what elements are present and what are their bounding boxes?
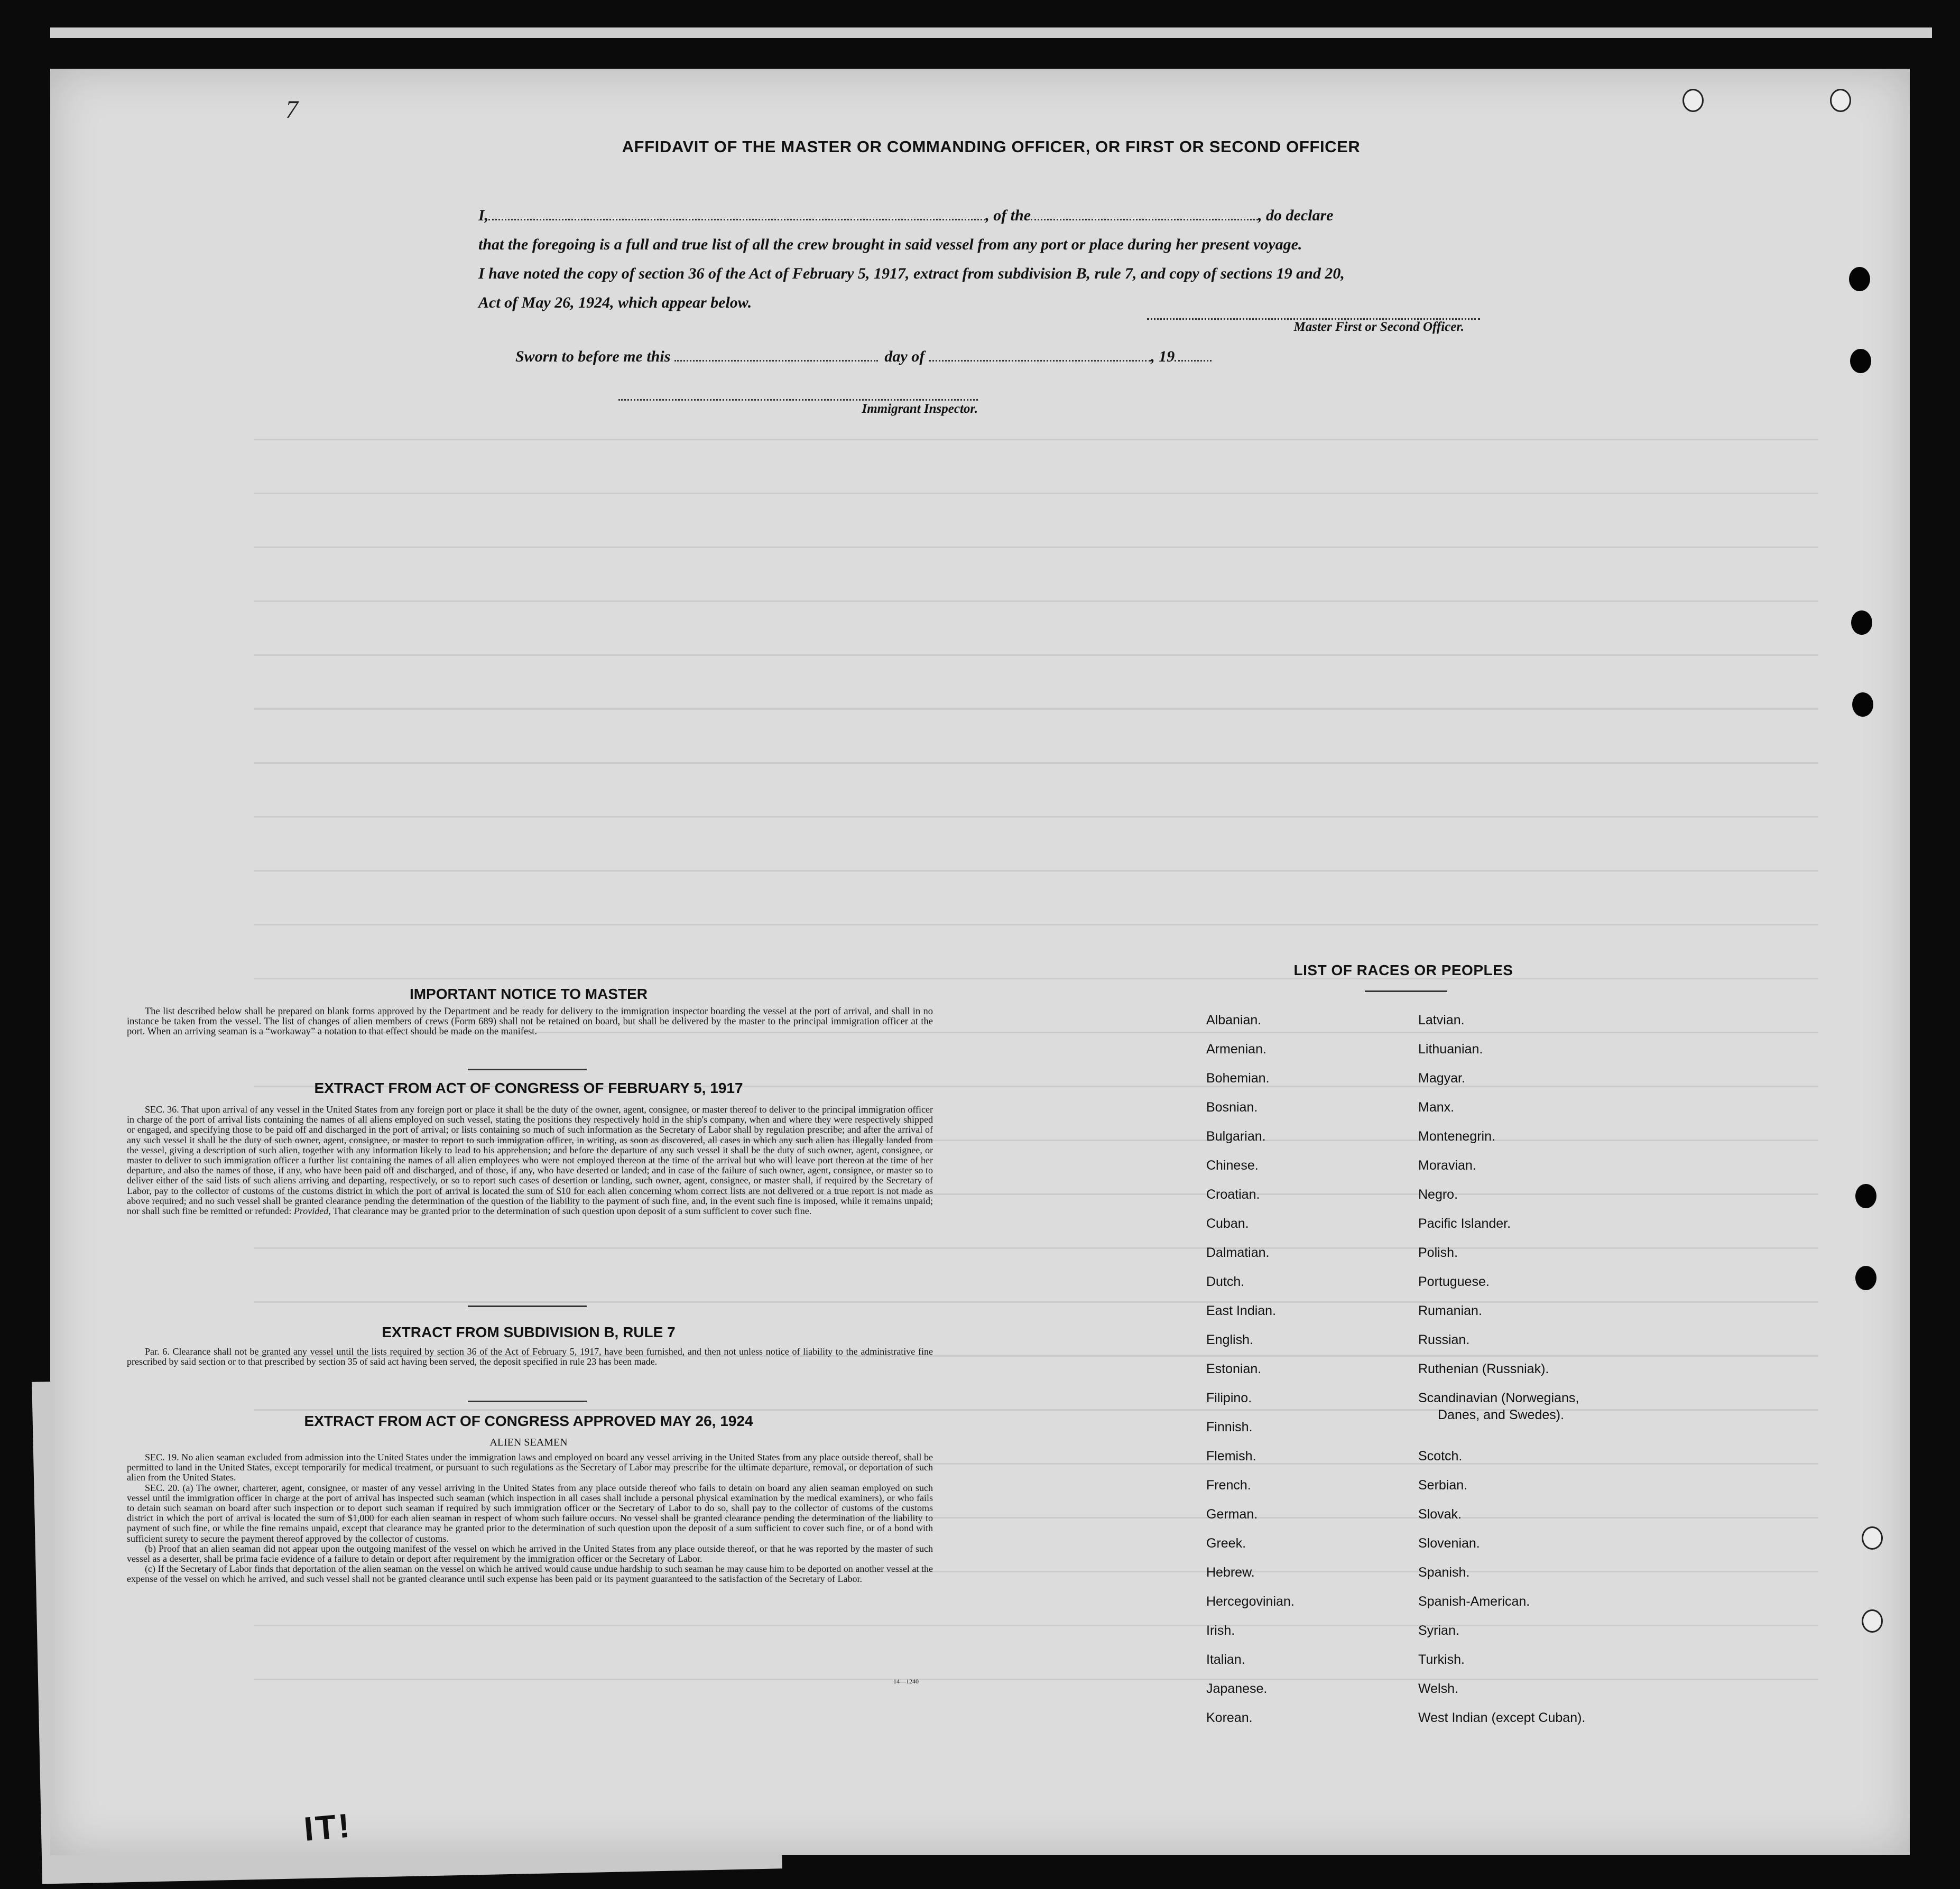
race-item: Danes, and Swedes). [1438,1408,1565,1422]
affidavit-line: I have noted the copy of section 36 of the Act of February 5, 1917, extract from subdivision B, rule 7, and copy of sections 19 and 20, [478,265,1345,282]
race-item: Korean. [1206,1710,1253,1725]
race-item: Lithuanian. [1418,1042,1483,1057]
rule-7-paragraph: Par. 6. Clearance shall not be granted any vessel until the lists required by section 36 of the Act of February 5, 1917, have been furnished, and then not unless notice of liability to the administrative fine prescribed by said section or to that prescribed by section 35 of said act having been served, the deposit specified in rule 23 has been made. [127,1346,933,1367]
extract-rule7-body [127,1347,933,1367]
race-item: Spanish. [1418,1565,1470,1580]
divider-rule [468,1305,587,1307]
inspector-signature-field[interactable] [618,399,978,401]
affidavit-declaration-line [478,201,1398,230]
bleed-through-row [254,762,1818,764]
section-19-paragraph: SEC. 19. No alien seaman excluded from admission into the United States under the immigration laws and employed on board any vessel arriving in the United States from any place outside thereof, shall be permitted to land in the United States, except temporarily for medical treatment, or pursuant to such regulations as the Secretary of Labor may prescribe for the ultimate departure, removal, or deportation of such alien from the United States. [127,1452,933,1483]
form-number: 14—1240 [893,1678,919,1685]
race-item: Negro. [1418,1187,1458,1202]
sworn-year-blank[interactable] [1175,346,1212,362]
race-item: Pacific Islander. [1418,1216,1511,1231]
race-item: Dutch. [1206,1274,1245,1289]
handwritten-mark: 7 [285,96,298,124]
punch-hole-ring [1830,89,1851,112]
race-item: Croatian. [1206,1187,1260,1202]
race-item: French. [1206,1478,1251,1493]
race-item: Bosnian. [1206,1100,1258,1115]
race-item: Cuban. [1206,1216,1249,1231]
race-item: Filipino. [1206,1391,1252,1405]
race-item: Serbian. [1418,1478,1468,1493]
sworn-prefix: Sworn to before me this [515,348,671,365]
race-item: Magyar. [1418,1071,1465,1086]
affidavit-declare: , do declare [1258,207,1334,224]
race-item: Greek. [1206,1536,1246,1551]
race-item: Finnish. [1206,1420,1253,1434]
race-item: Irish. [1206,1623,1235,1638]
race-item: Portuguese. [1418,1274,1490,1289]
race-item: Slovak. [1418,1507,1462,1522]
punch-hole [1850,349,1871,373]
race-item: West Indian (except Cuban). [1418,1710,1586,1725]
race-item: Scotch. [1418,1449,1463,1464]
notice-body [127,1007,933,1038]
race-item: Welsh. [1418,1681,1458,1696]
bleed-through-row [254,654,1818,656]
races-title-rule [1365,990,1447,992]
race-item: East Indian. [1206,1303,1277,1318]
race-item: Montenegrin. [1418,1129,1495,1144]
race-item: Moravian. [1418,1158,1476,1173]
bleed-through-row [254,870,1818,872]
race-item: Albanian. [1206,1013,1262,1027]
punch-hole-ring [1862,1609,1883,1633]
race-item: Scandinavian (Norwegians, [1418,1391,1579,1405]
extract-1917-body [127,1105,933,1216]
bleed-through-row [254,816,1818,818]
race-item: Manx. [1418,1100,1455,1115]
affidavit-i: I, [478,207,489,224]
race-item: Bulgarian. [1206,1129,1266,1144]
affidavit-line: Act of May 26, 1924, which appear below. [478,294,752,311]
punch-hole-ring [1682,89,1704,112]
race-item: Hercegovinian. [1206,1594,1295,1609]
extract-1924-body [127,1452,933,1585]
section-36-text: SEC. 36. That upon arrival of any vessel in the United States from any foreign port or place it shall be the duty of the owner, agent, consignee, or master thereof to deliver to the principal immigration officer in charge of the port of arrival lists containing the names of all aliens employed on such vessel, stating the positions they respectively hold in the ship's company, when and where they were respectively shipped or engaged, and specifying those to be paid off and discharged in the port of arrival; or lists containing so much of such information as the Secretary of Labor shall by regulation prescribe; and after the arrival of any such vessel it shall be the duty of such owner, agent, consignee, or master to report to such immigration officer, in writing, as soon as discovered, all cases in which any such alien has illegally landed from the vessel, giving a description of such alien, together with any information likely to lead to his apprehension; and before the departure of any such vessel it shall be the duty of such owner, agent, consignee, or master to deliver to such immigration officer a further list containing the names of all alien employees who were not employed thereon at the time of the arrival but who will leave port thereon at the time of her departure, and also the names of those, if any, who have been paid off and discharged, and of those, if any, who have deserted or landed; and in case of the failure of such owner, agent, consignee, or master so to deliver either of the said lists of such aliens arriving and departing, respectively, or so to report such cases of desertion or landing, such owner, agent, consignee, or master shall, if required by the Secretary of Labor, pay to the collector of customs of the customs district in which the port of arrival is located the sum of $10 for each alien concerning whom correct lists are not delivered or a true report is not made as above required; and no such vessel shall be granted clearance pending the determination of the question of the liability to the payment of such fine, and, in the event such fine is imposed, while it remains unpaid; nor shall such fine be remitted or refunded: [127,1104,933,1217]
extract-rule7-title: EXTRACT FROM SUBDIVISION B, RULE 7 [382,1324,676,1340]
section-20a-paragraph: SEC. 20. (a) The owner, charterer, agent, consignee, or master of any vessel arriving in the United States from any place outside thereof who fails to detain on board any alien seaman employed on such vessel until the immigration officer in charge at the port of arrival has inspected such seaman (which inspection in all cases shall include a personal physical examination by the medical examiners), or who fails to detain such seaman on board after such inspection or to deport such seaman if required by such immigration officer or the Secretary of Labor to do so, shall pay to the collector of customs of the customs district in which the port of arrival is located the sum of $1,000 for each alien seaman in respect of whom such failure occurs. No vessel shall be granted clearance pending the determination of the liability to payment of such fine, or while the fine remains unpaid, except that clearance may be granted prior to the determination of such question upon the deposit of a sum sufficient to cover such fine, or of a bond with sufficient surety to secure the payment thereof approved by the collector of customs. [127,1482,933,1544]
bleed-through-row [254,600,1818,602]
punch-hole [1851,610,1872,635]
provided-word: Provided, [293,1206,331,1217]
punch-hole [1855,1184,1876,1208]
race-item: Latvian. [1418,1013,1465,1027]
race-item: Syrian. [1418,1623,1459,1638]
race-item: Japanese. [1206,1681,1268,1696]
punch-hole [1855,1266,1876,1290]
name-blank[interactable] [488,205,985,220]
notice-title: IMPORTANT NOTICE TO MASTER [409,986,648,1002]
extract-1924-title: EXTRACT FROM ACT OF CONGRESS APPROVED MAY 26, 1924 [304,1413,753,1429]
affidavit-title: AFFIDAVIT OF THE MASTER OR COMMANDING OFFICER, OR FIRST OR SECOND OFFICER [622,137,1361,156]
affidavit-of-the: , of the [985,207,1031,224]
bleed-through-row [254,924,1818,925]
bleed-through-row [254,493,1818,494]
bleed-through-row [254,708,1818,710]
race-item: German. [1206,1507,1258,1522]
race-item: Polish. [1418,1245,1458,1260]
race-item: Flemish. [1206,1449,1256,1464]
affidavit-line: that the foregoing is a full and true list of all the crew brought in said vessel from any port or place during her present voyage. [478,236,1302,253]
divider-rule [468,1401,587,1402]
sworn-day-blank[interactable] [674,346,878,362]
divider-rule [468,1069,587,1070]
race-item: Slovenian. [1418,1536,1480,1551]
section-36-paragraph [127,1105,933,1216]
extract-1917-title: EXTRACT FROM ACT OF CONGRESS OF FEBRUARY 5, 1917 [314,1080,743,1096]
section-36-tail: That clearance may be granted prior to the determination of such question upon deposit of a sum sufficient to cover such fine. [330,1206,812,1217]
section-20c-paragraph: (c) If the Secretary of Labor finds that deportation of the alien seaman on the vessel on which he arrived would cause undue hardship to such seaman he may cause him to be deported on another vessel at the expense of the vessel on which he arrived, and such vessel shall not be granted clearance until such expense has been paid or its payment guaranteed to the satisfaction of the Secretary of Labor. [127,1563,933,1585]
race-item: Armenian. [1206,1042,1266,1057]
bleed-through-row [254,1679,1818,1680]
signature-caption: Master First or Second Officer. [1293,320,1464,334]
sworn-line [515,346,1212,366]
section-20b-paragraph: (b) Proof that an alien seaman did not appear upon the outgoing manifest of the vessel on which he arrived in the United States from any place outside thereof, or that he was reported by the master of such vessel as a deserter, shall be prima facie evidence of a failure to detain or deport after requirement by the immigration officer or the Secretary of Labor. [127,1543,933,1564]
bleed-through-row [254,439,1818,440]
punch-hole [1849,267,1870,291]
partial-stamp: IT! [302,1806,354,1848]
race-item: Spanish-American. [1418,1594,1530,1609]
race-item: Italian. [1206,1652,1245,1667]
race-item: Bohemian. [1206,1071,1270,1086]
sworn-month-blank[interactable] [929,346,1151,362]
race-item: Turkish. [1418,1652,1465,1667]
race-item: Russian. [1418,1332,1470,1347]
bleed-through-row [254,1409,1818,1411]
vessel-blank[interactable] [1031,205,1258,220]
sworn-day-of: day of [884,348,925,365]
race-item: Hebrew. [1206,1565,1255,1580]
race-item: Rumanian. [1418,1303,1482,1318]
punch-hole-ring [1862,1526,1883,1550]
races-title: LIST OF RACES OR PEOPLES [1293,962,1513,978]
alien-seamen-subtitle: ALIEN SEAMEN [489,1437,568,1448]
sworn-year: , 19 [1151,348,1175,365]
bleed-through-row [254,1247,1818,1249]
bleed-through-row [254,547,1818,548]
bleed-through-row [254,1625,1818,1626]
race-item: Chinese. [1206,1158,1259,1173]
bleed-through-row [254,978,1818,979]
bleed-through-row [254,1301,1818,1303]
race-item: English. [1206,1332,1253,1347]
affidavit-body [478,201,1398,317]
manifest-sheet [50,69,1910,1855]
race-item: Dalmatian. [1206,1245,1270,1260]
notice-paragraph: The list described below shall be prepared on blank forms approved by the Department and be ready for delivery to the immigration inspector boarding the vessel at the port of arrival, and shall in no instance be taken from the vessel. The list of changes of alien members of crews (Form 689) shall not be retained on board, but shall be delivered by the master to the principal immigration officer at the port. When an arriving seaman is a “workaway” a notation to that effect should be made on the manifest. [127,1006,933,1038]
page-edge [50,27,1932,38]
race-item: Estonian. [1206,1362,1262,1376]
punch-hole [1852,692,1873,717]
race-item: Ruthenian (Russniak). [1418,1362,1549,1376]
inspector-caption: Immigrant Inspector. [862,402,978,416]
